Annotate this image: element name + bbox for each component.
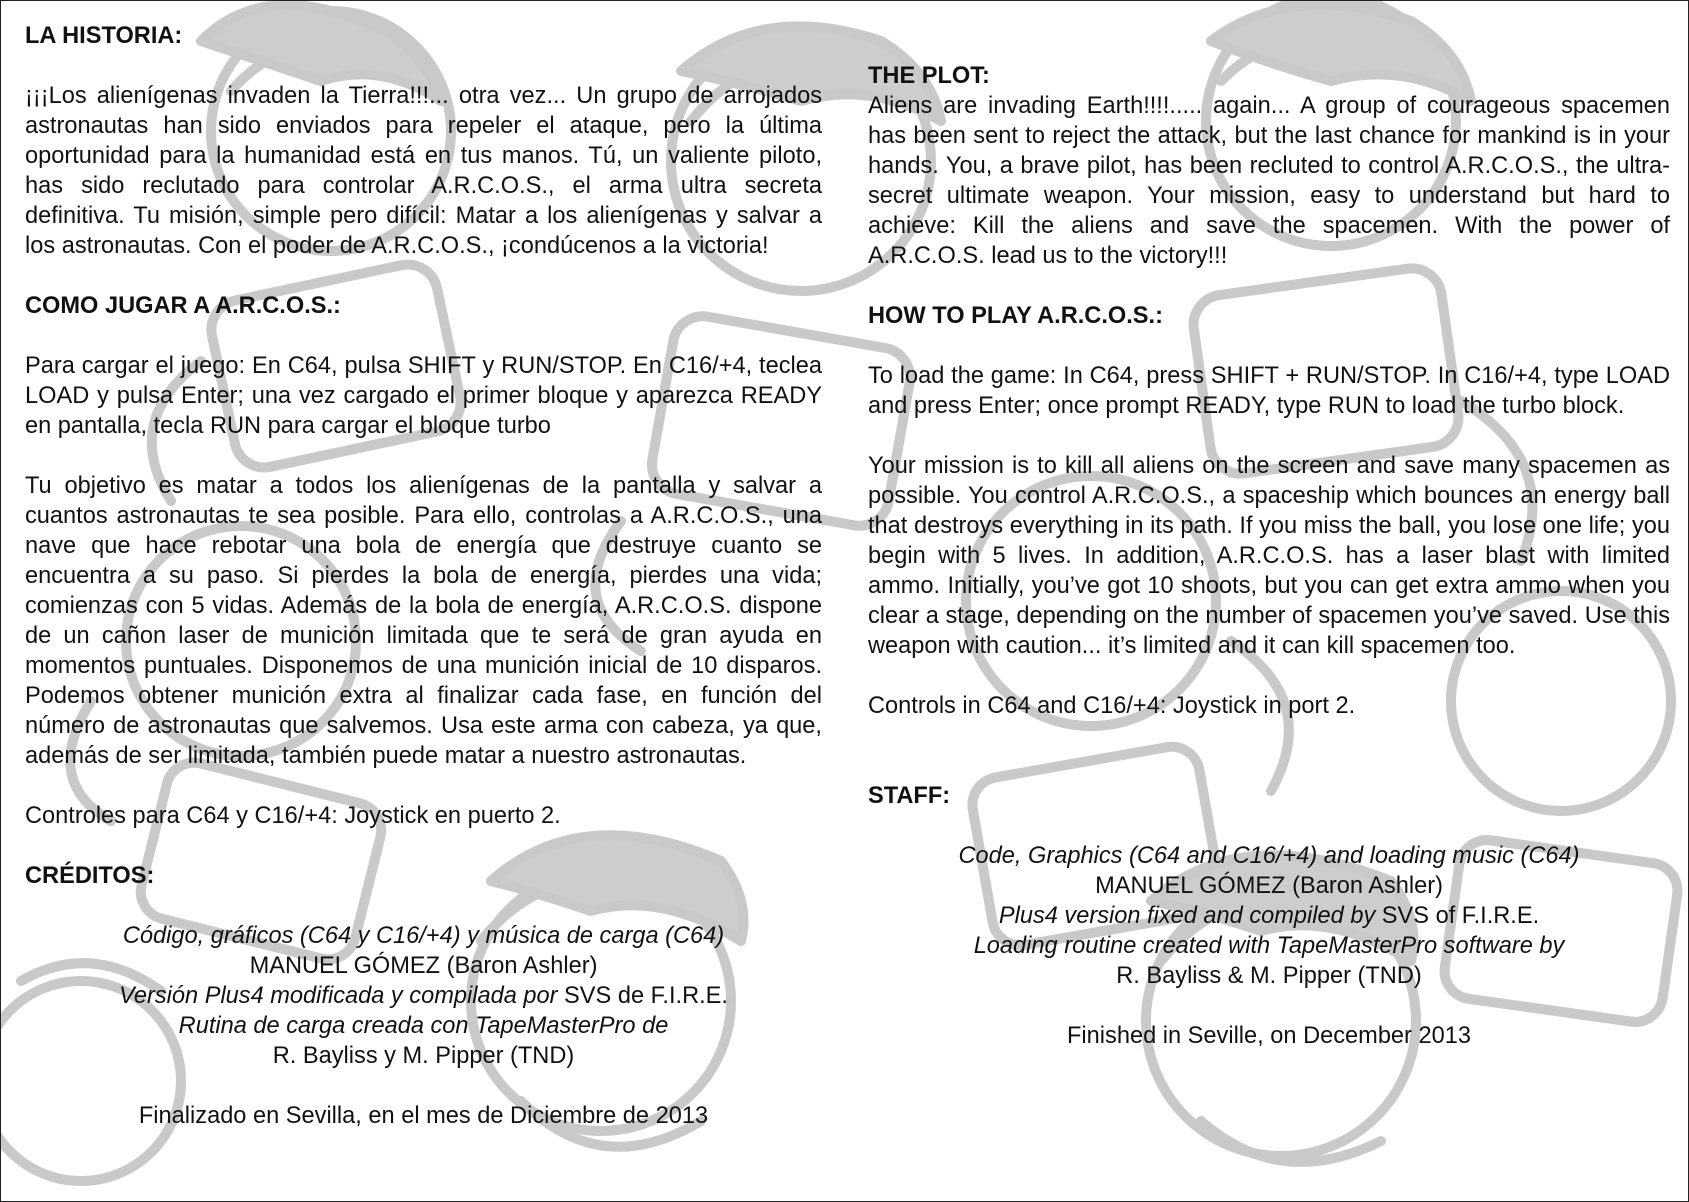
plot-heading: THE PLOT:	[868, 63, 990, 89]
staff-line: Code, Graphics (C64 and C16/+4) and loading music (C64)	[958, 843, 1580, 869]
staff-block	[868, 841, 1670, 1051]
creditos-heading: CRÉDITOS:	[25, 863, 155, 889]
staff-person: SVS of F.I.R.E.	[1375, 903, 1540, 929]
credit-line: MANUEL GÓMEZ (Baron Ashler)	[249, 953, 598, 979]
credit-line: Código, gráficos (C64 y C16/+4) y música de carga (C64)	[122, 923, 725, 949]
controls-paragraph: Controls in C64 and C16/+4: Joystick in port 2.	[868, 693, 1356, 719]
plot-paragraph: Aliens are invading Earth!!!!..... again... A group of courageous spacemen has been sent to reject the attack, but the last chance for mankind is in your hands. You, a brave pilot, has been recluted to control A.R.C.O.S., the ultra-secret ultimate weapon. Your mission, easy to understand but hard to achieve: Kill the aliens and save the spacemen. With the power of A.R.C.O.S. lead us to the victory!!!	[868, 93, 1670, 269]
como-jugar-heading: COMO JUGAR A A.R.C.O.S.:	[25, 293, 341, 319]
credit-line: Rutina de carga creada con TapeMasterPro de	[178, 1013, 669, 1039]
staff-line: R. Bayliss & M. Pipper (TND)	[1116, 963, 1422, 989]
credit-person: SVS de F.I.R.E.	[557, 983, 728, 1009]
cargar-paragraph: Para cargar el juego: En C64, pulsa SHIFT y RUN/STOP. En C16/+4, teclea LOAD y pulsa Enter; una vez cargado el primer bloque y aparezca READY en pantalla, tecla RUN para cargar el bloque turbo	[25, 353, 822, 439]
objetivo-paragraph: Tu objetivo es matar a todos los alienígenas de la pantalla y salvar a cuantos astronautas te sea posible. Para ello, controlas a A.R.C.O.S., una nave que hace rebotar una bola de energía que destruye cuanto se encuentra a su paso. Si pierdes la bola de energía, pierdes una vida; comienzas con 5 vidas. Además de la bola de energía, A.R.C.O.S. dispone de un cañon laser de munición limitada que te será de gran ayuda en momentos puntuales. Disponemos de una munición inicial de 10 disparos. Podemos obtener munición extra al finalizar cada fase, en función del número de astronautas que salvemos. Usa este arma con cabeza, ya que, además de ser limitada, también puede matar a nuestro astronautas.	[25, 473, 822, 769]
credit-line	[25, 981, 822, 1011]
mission-paragraph: Your mission is to kill all aliens on the screen and save many spacemen as possible. You control A.R.C.O.S., a spaceship which bounces an energy ball that destroys everything in its path. If you miss the ball, you lose one life; you begin with 5 lives. In addition, A.R.C.O.S. has a laser blast with limited ammo. Initially, you’ve got 10 shoots, but you can get extra ammo when you clear a stage, depending on the number of spacemen you’ve saved. Use this weapon with caution... it’s limited and it can kill spacemen too.	[868, 453, 1670, 659]
staff-role: Plus4 version fixed and compiled by	[998, 903, 1376, 929]
staff-line: MANUEL GÓMEZ (Baron Ashler)	[1095, 873, 1443, 899]
credit-line: R. Bayliss y M. Pipper (TND)	[272, 1043, 575, 1069]
controles-paragraph: Controles para C64 y C16/+4: Joystick en puerto 2.	[25, 803, 561, 829]
how-to-play-heading: HOW TO PLAY A.R.C.O.S.:	[868, 303, 1163, 329]
staff-line	[868, 901, 1670, 931]
credit-role: Versión Plus4 modificada y compilada por	[119, 983, 558, 1009]
load-paragraph: To load the game: In C64, press SHIFT + RUN/STOP. In C16/+4, type LOAD and press Enter; once prompt READY, type RUN to load the turbo block.	[868, 363, 1670, 419]
english-column	[868, 61, 1670, 1051]
staff-heading: STAFF:	[868, 783, 951, 809]
finished-line: Finished in Seville, on December 2013	[1067, 1023, 1471, 1049]
historia-paragraph: ¡¡¡Los alienígenas invaden la Tierra!!!... otra vez... Un grupo de arrojados astronautas han sido enviados para repeler el ataque, pero la última oportunidad para la humanidad está en tus manos. Tú, un valiente piloto, has sido reclutado para controlar A.R.C.O.S., el arma ultra secreta definitiva. Tu misión, simple pero difícil: Matar a los alienígenas y salvar a los astronautas. Con el poder de A.R.C.O.S., ¡condúcenos a la victoria!	[25, 83, 822, 259]
spanish-column	[25, 21, 822, 1131]
creditos-block	[25, 921, 822, 1131]
staff-line: Loading routine created with TapeMasterPro software by	[973, 933, 1565, 959]
historia-heading: LA HISTORIA:	[25, 23, 183, 49]
finalizado-line: Finalizado en Sevilla, en el mes de Diciembre de 2013	[138, 1103, 709, 1129]
